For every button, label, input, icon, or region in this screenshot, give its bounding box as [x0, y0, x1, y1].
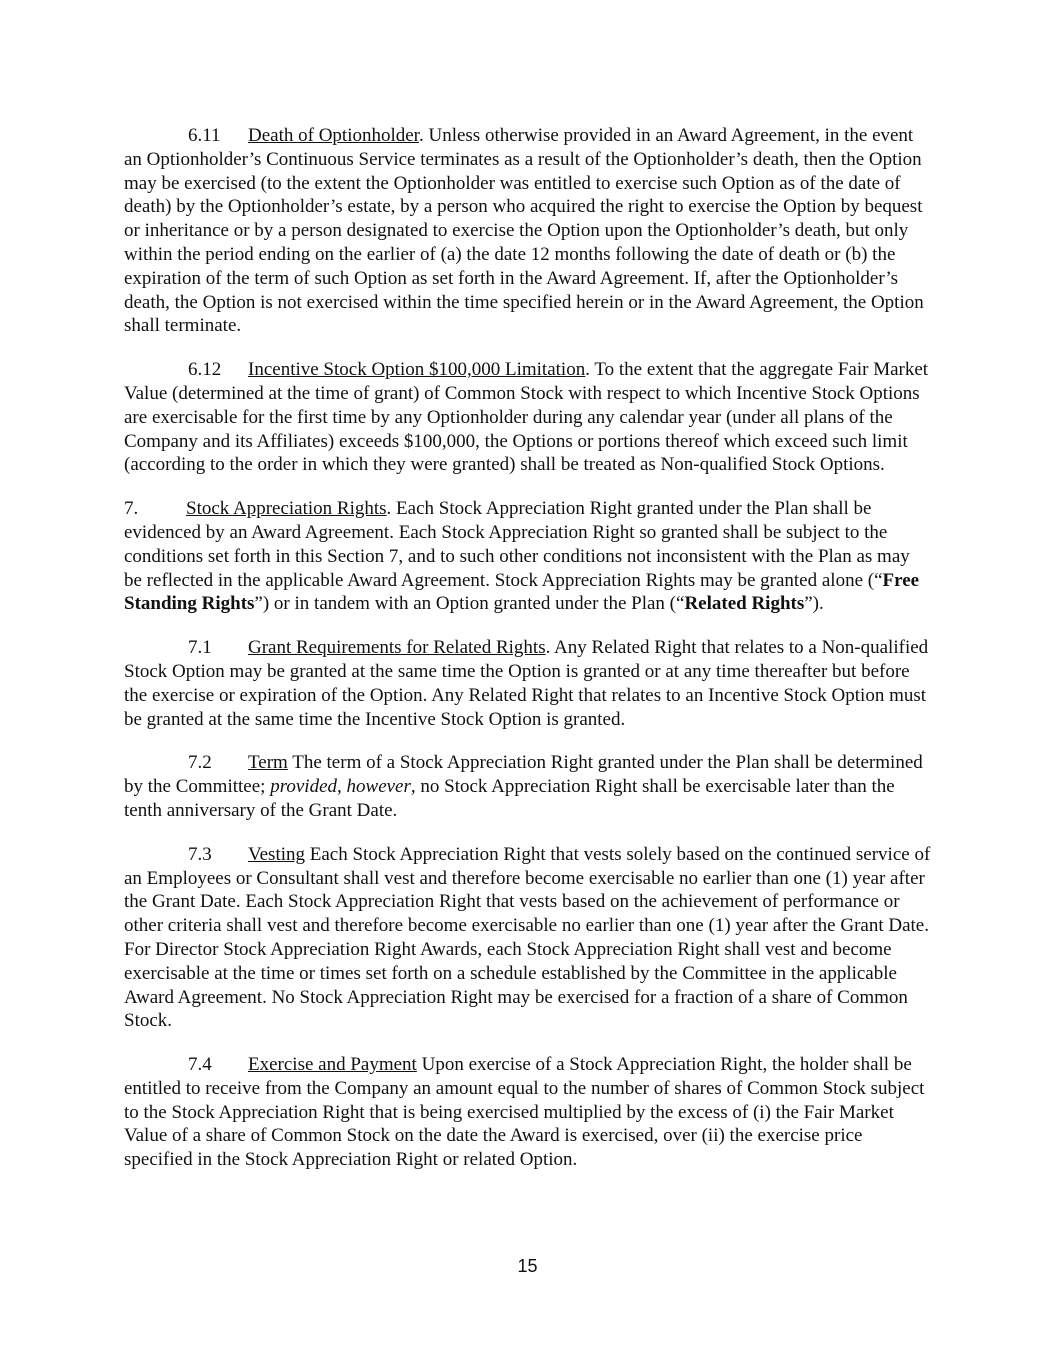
page-number: 15 — [517, 1256, 538, 1276]
section-number: 7.2 — [188, 752, 212, 774]
section-heading: Term — [248, 752, 288, 774]
section-text: , no Stock Appreciation Right shall be exercisable later than the tenth anniversary of the Grant Date. — [124, 776, 895, 821]
proviso-italic: provided, however — [270, 776, 411, 798]
section-text: The term of a Stock Appreciation Right granted under the Plan shall be determined by the Committee; — [124, 752, 923, 798]
section-heading: Grant Requirements for Related Rights — [248, 637, 546, 659]
section-6-11 — [124, 124, 932, 338]
section-text: ”). — [804, 593, 824, 615]
section-7-2 — [124, 751, 932, 822]
section-6-12 — [124, 358, 932, 477]
section-heading: Incentive Stock Option $100,000 Limitation — [248, 359, 586, 381]
section-number: 7.4 — [188, 1054, 212, 1076]
section-number: 7.1 — [188, 637, 212, 659]
section-text: . Unless otherwise provided in an Award Agreement, in the event an Optionholder’s Continuous Service terminates as a result of the Optionholder’s death, then the Option may be exercised (to the extent the Optionholder was entitled to exercise such Option as of the date of death) by the Optionholder’s estate, by a person who acquired the right to exercise the Option by bequest or inheritance or by a person designated to exercise the Option upon the Optionholder’s death, but only within the period ending on the earlier of (a) the date 12 months following the date of death or (b) the expiration of the term of such Option as set forth in the Award Agreement. If, after the Optionholder’s death, the Option is not exercised within the time specified herein or in the Award Agreement, the Option shall terminate. — [124, 125, 924, 337]
section-7-4 — [124, 1053, 932, 1172]
section-text: . Any Related Right that relates to a Non-qualified Stock Option may be granted at the same time the Option is granted or at any time thereafter but before the exercise or expiration of the Option. Any Related Right that relates to an Incentive Stock Option must be granted at the same time the Incentive Stock Option is granted. — [124, 637, 929, 730]
section-text: Upon exercise of a Stock Appreciation Right, the holder shall be entitled to receive from the Company an amount equal to the number of shares of Common Stock subject to the Stock Appreciation Right that is being exercised multiplied by the excess of (i) the Fair Market Value of a share of Common Stock on the date the Award is exercised, over (ii) the exercise price specified in the Stock Appreciation Right or related Option. — [124, 1054, 925, 1171]
section-number: 7.3 — [188, 843, 212, 865]
section-text: Each Stock Appreciation Right that vests solely based on the continued service of an Employees or Consultant shall vest and therefore become exercisable no earlier than one (1) year after the Grant Date. Each Stock Appreciation Right that vests based on the achievement of performance or other criteria shall vest and therefore become exercisable no earlier than one (1) year after the Grant Date. For Director Stock Appreciation Right Awards, each Stock Appreciation Right shall vest and become exercisable at the time or times set forth on a schedule established by the Committee in the applicable Award Agreement. No Stock Appreciation Right may be exercised for a fraction of a share of Common Stock. — [124, 843, 931, 1032]
section-text: ”) or in tandem with an Option granted under the Plan (“ — [254, 593, 685, 615]
section-heading: Vesting — [248, 843, 305, 865]
defined-term-free-standing-rights: Free Standing Rights — [124, 569, 920, 615]
defined-term-related-rights: Related Rights — [684, 593, 805, 615]
document-page — [124, 124, 932, 1192]
section-number: 7. — [124, 498, 139, 520]
section-number: 6.11 — [188, 125, 221, 146]
section-heading: Death of Optionholder — [248, 125, 419, 146]
section-text: . To the extent that the aggregate Fair Market Value (determined at the time of grant) of Common Stock with respect to which Incentive Stock Options are exercisable for the first time by any Optionholder during any calendar year (under all plans of the Company and its Affiliates) exceeds $100,000, the Options or portions thereof which exceed such limit (according to the order in which they were granted) shall be treated as Non-qualified Stock Options. — [124, 359, 929, 476]
section-heading: Exercise and Payment — [248, 1054, 417, 1076]
section-heading: Stock Appreciation Rights — [186, 498, 387, 520]
section-7 — [124, 497, 932, 616]
section-text: . Each Stock Appreciation Right granted under the Plan shall be evidenced by an Award Agreement. Each Stock Appreciation Right so granted shall be subject to the conditions set forth in this Section 7, and to such other conditions not inconsistent with the Plan as may be reflected in the applicable Award Agreement. Stock Appreciation Rights may be granted alone (“ — [124, 498, 910, 591]
section-7-1 — [124, 636, 932, 731]
section-number: 6.12 — [188, 359, 222, 381]
section-7-3 — [124, 843, 932, 1033]
